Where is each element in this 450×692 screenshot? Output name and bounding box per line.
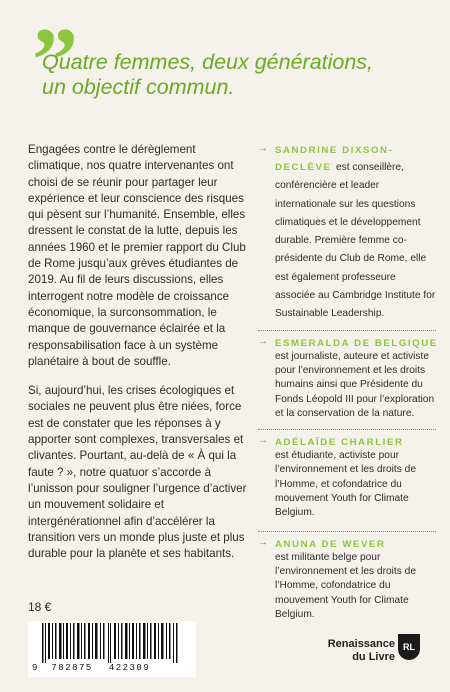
arrow-right-icon: → <box>258 335 268 347</box>
bio-adelaide-charlier <box>258 436 438 520</box>
publisher-logo: RL <box>398 634 420 660</box>
divider <box>258 330 436 331</box>
bio-name: ESMERALDA DE BELGIQUE <box>275 337 438 349</box>
bio-esmeralda-de-belgique <box>258 337 438 421</box>
main-paragraph-1: Engagées contre le dérèglement climatique, nos quatre intervenantes ont choisi de se réunir pour partager leur expérience et leur conscience des risques qui pèsent sur l’humanité. Ensemble, elles dressent le constat de la lutte, depuis les années 1960 et le premier rapport du Club de Rome jusqu’aux grèves étudiantes de 2019. Au fil de leurs discussions, elles interrogent notre modèle de croissance économique, la surconsommation, le manque de gouvernance éclairée et la responsabilisation face à un système planétaire à bout de souffle. <box>28 143 246 368</box>
bio-description: est militante belge pour l’environnement et les droits de l’Homme, cofondatrice du mouvement Youth for Climate Belgium. <box>275 551 417 620</box>
arrow-right-icon: → <box>258 435 268 447</box>
publisher-line1: Renaissance <box>327 638 395 650</box>
barcode-bars <box>32 623 192 663</box>
headline <box>42 50 422 100</box>
divider <box>258 531 436 532</box>
headline-line1: Quatre femmes, deux générations, <box>42 50 374 74</box>
bio-name-line2: DECLÈVE <box>275 162 332 173</box>
bio-name: ADÉLAÏDE CHARLIER <box>275 437 404 449</box>
isbn-group-1: 782875 <box>51 663 93 673</box>
barcode <box>28 621 196 677</box>
bio-description: est journaliste, auteure et activiste pour l’environnement et les droits humains ainsi que Présidente du Fonds Léopold III pour l’exploration et la conservation de la nature. <box>275 350 435 419</box>
publisher-name <box>313 638 395 664</box>
isbn-digits <box>32 663 192 673</box>
bio-description: est conseillère, conférencière et leader internationale sur les questions climatiques et le développement durable. Première femme co-présidente du Club de Rome, elle est également professeure associée au Cambridge Institute for Sustainable Leadership. <box>275 162 436 320</box>
headline-line2: un objectif commun. <box>42 75 235 99</box>
bio-description: est étudiante, activiste pour l’environnement et les droits de l’Homme, et cofondatrice du mouvement Youth for Climate Belgium. <box>275 450 417 519</box>
price: 18 € <box>28 600 52 614</box>
main-paragraph-2: Si, aujourd’hui, les crises écologiques et sociales ne peuvent plus être niées, force est de constater que les réponses à y apporter sont complexes, transversales et clivantes. Pourtant, au-delà de « À qui la faute ? », notre quatuor s’accorde à l’unisson pour souligner l’urgence d’activer un mouvement solidaire et intergénérationnel afin d’accélérer la transition vers un monde plus juste et plus durable pour la planète et ses habitants. <box>28 384 247 561</box>
isbn-group-2: 422309 <box>108 663 151 673</box>
main-text <box>28 142 250 575</box>
arrow-right-icon: → <box>258 143 268 154</box>
publisher-line2: du Livre <box>352 651 395 663</box>
bio-name-line1: SANDRINE DIXSON- <box>275 145 394 156</box>
bio-anuna-de-wever <box>258 538 438 622</box>
bio-sandrine-dixson-decleve <box>258 144 438 322</box>
arrow-right-icon: → <box>258 536 268 548</box>
divider <box>258 429 436 430</box>
author-bios <box>258 144 438 622</box>
isbn-first-digit: 9 <box>32 663 38 673</box>
quote-mark-icon: ” <box>32 9 72 111</box>
bio-name: ANUNA DE WEVER <box>275 538 386 550</box>
